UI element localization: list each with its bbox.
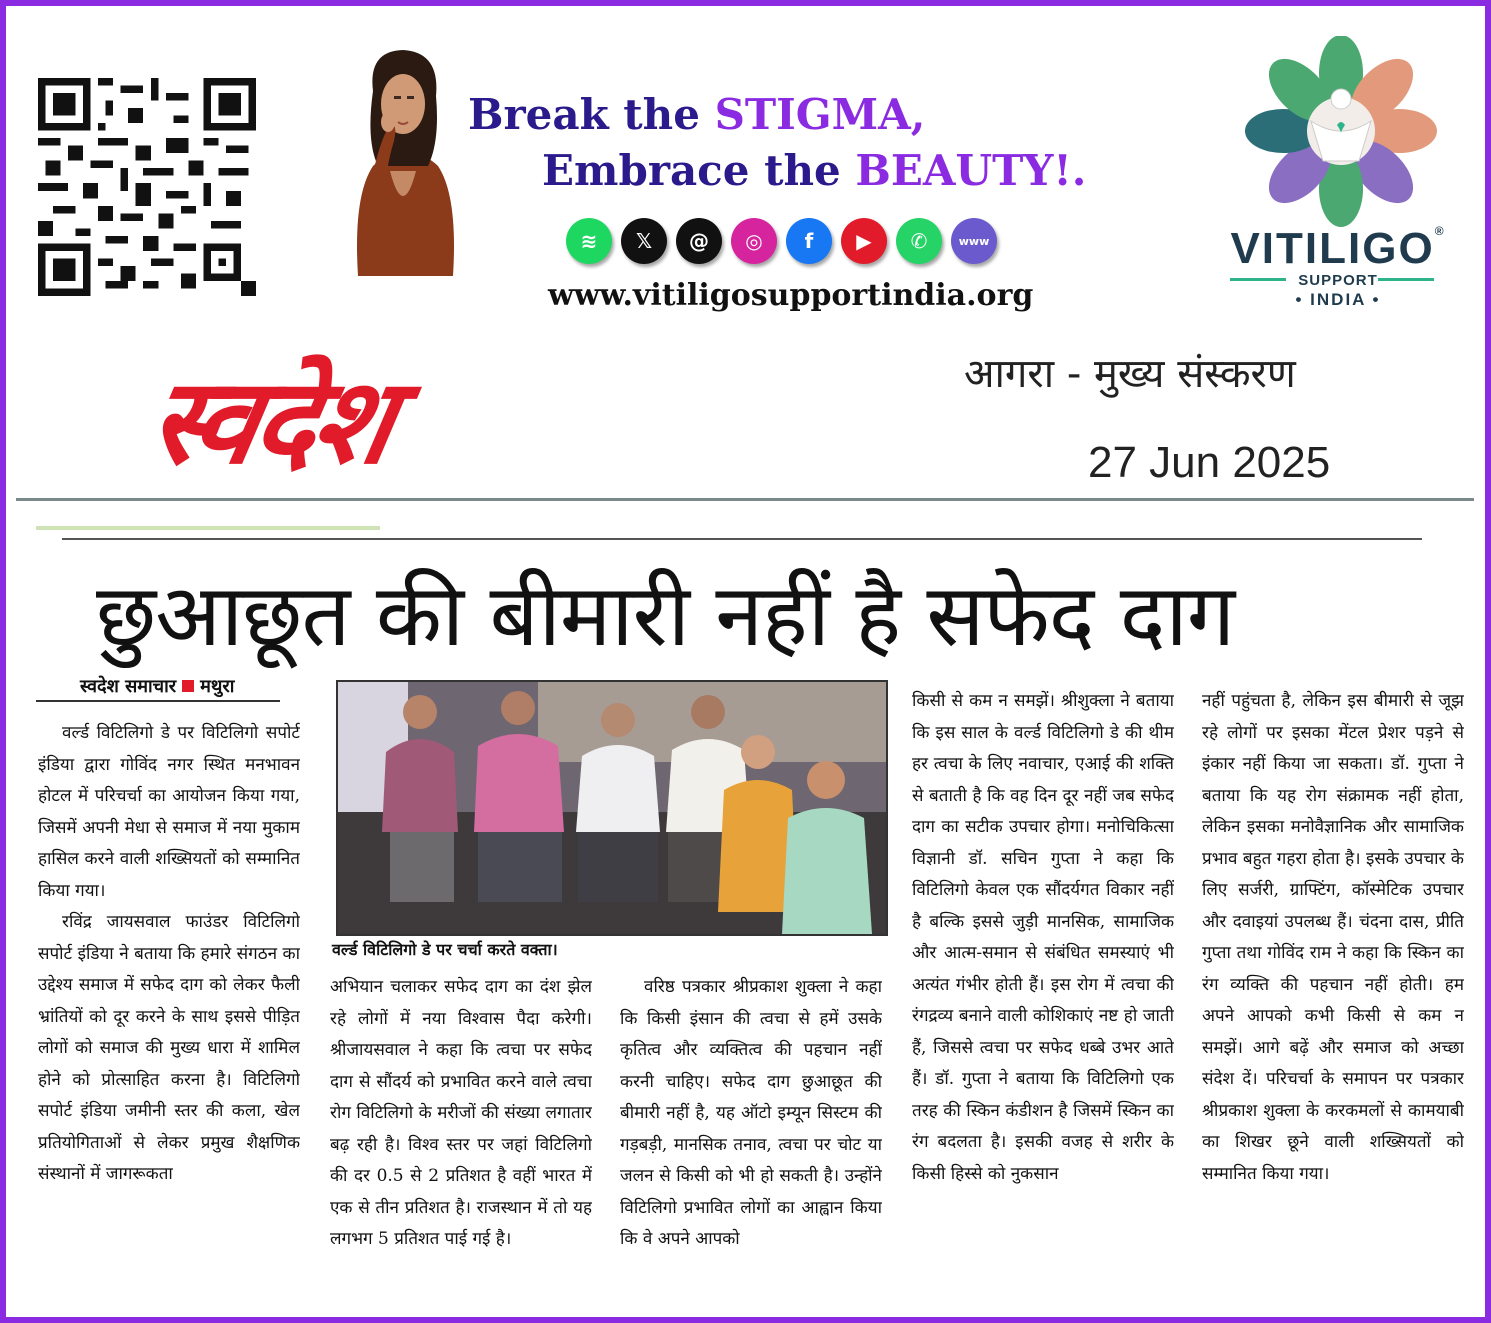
column-1-paragraph-1: वर्ल्ड विटिलिगो डे पर विटिलिगो सपोर्ट इंडिया द्वारा गोविंद नगर स्थित मनभावन होटल में परिचर्चा का आयोजन किया गया, जिसमें अपनी मेधा से समाज में नया मुकाम हासिल करने वाली शख्सियतों को सम्मानित किया गया। [38, 723, 300, 901]
article-column-4 [912, 686, 1174, 1316]
tagline-line2: Embrace the BEAUTY!. [542, 146, 1087, 195]
byline: स्वदेश समाचार मथुरा [80, 676, 235, 697]
logo-name: VITILIGO® [1230, 224, 1446, 273]
article-photo [336, 680, 888, 936]
newspaper-masthead: स्वदेश [139, 352, 402, 490]
byline-rule [36, 700, 280, 702]
tagline-line1: Break the STIGMA, [468, 90, 926, 139]
article-headline: छुआछूत की बीमारी नहीं है सफेद दाग [96, 566, 1235, 666]
column-2-text: अभियान चलाकर सफेद दाग का दंश झेल रहे लोगों में नया विश्वास पैदा करेगी। श्रीजायसवाल ने कहा कि त्वचा पर सफेद दाग से सौंदर्य को प्रभावित करने वाले त्वचा रोग विटिलिगो के मरीजों की संख्या लगातार बढ़ रही है। विश्व स्तर पर जहां विटिलिगो की दर 0.5 से 2 प्रतिशत है वहीं भारत में एक से तीन प्रतिशत है। राजस्थान में तो यह लगभग 5 प्रतिशत पाई गई है। [330, 977, 592, 1249]
social-icons-row [566, 218, 997, 264]
article-column-5 [1202, 686, 1464, 1316]
x-twitter-icon[interactable]: 𝕏 [621, 218, 667, 264]
article-column-2 [330, 972, 592, 1317]
news-clipping [6, 6, 1485, 1317]
column-3-text: वरिष्ठ पत्रकार श्रीप्रकाश शुक्ला ने कहा कि किसी इंसान की त्वचा से हमें उसके कृतित्व और व्यक्तित्व की पहचान नहीं करनी चाहिए। सफेद दाग छुआछूत की बीमारी नहीं है, यह ऑटो इम्यून सिस्टम की गड़बड़ी, मानसिक तनाव, त्वचा पर चोट या जलन से किसी को भी हो सकती है। उन्होंने विटिलिगो प्रभावित लोगों का आह्वान किया कि वे अपने आपको [620, 977, 882, 1249]
logo-sub2: • INDIA • [1295, 290, 1381, 309]
headline-rule [62, 538, 1422, 540]
article-column-3 [620, 972, 882, 1317]
whatsapp-icon[interactable]: ✆ [896, 218, 942, 264]
accent-rule [36, 526, 380, 530]
qr-code[interactable] [38, 78, 256, 296]
photo-caption: वर्ल्ड विटिलिगो डे पर चर्चा करते वक्ता। [332, 940, 558, 959]
logo-sub1: SUPPORT [1298, 272, 1378, 289]
youtube-icon[interactable]: ▶ [841, 218, 887, 264]
facebook-icon[interactable]: f [786, 218, 832, 264]
instagram-icon[interactable]: ◎ [731, 218, 777, 264]
edition-label: आगरा - मुख्य संस्करण [964, 351, 1296, 397]
publication-date: 27 Jun 2025 [1088, 438, 1331, 487]
article-column-1 [38, 718, 300, 1317]
website-globe-icon[interactable]: www [951, 218, 997, 264]
column-1-paragraph-2: रविंद्र जायसवाल फाउंडर विटिलिगो सपोर्ट इंडिया ने बताया कि हमारे संगठन का उद्देश्य समाज में सफेद दाग को लेकर फैली भ्रांतियों को दूर करने के साथ इससे पीड़ित लोगों को समाज की मुख्य धारा में शामिल होने को प्रोत्साहित करना है। विटिलिगो सपोर्ट इंडिया जमीनी स्तर की कला, खेल प्रतियोगिताओं से लेकर प्रमुख शैक्षणिक संस्थानों में जागरूकता [38, 912, 300, 1184]
column-5-text: नहीं पहुंचता है, लेकिन इस बीमारी से जूझ रहे लोगों पर इसका मेंटल प्रेशर पड़ने से इंकार नहीं किया जा सकता। डॉ. गुप्ता ने बताया कि यह रोग संक्रामक नहीं होता, लेकिन इसका मनोवैज्ञानिक और सामाजिक प्रभाव बहुत गहरा होता है। इसके उपचार के लिए सर्जरी, ग्राफ्टिंग, कॉस्मेटिक उपचार और दवाइयां उपलब्ध हैं। चंदना दास, प्रीति गुप्ता तथा गोविंद राम ने कहा कि स्किन का रंग व्यक्ति की पहचान नहीं होती। हम अपने आपको कभी किसी से कम न समझें। आगे बढ़ें और समाज को अच्छा संदेश दें। परिचर्चा के समापन पर पत्रकार श्रीप्रकाश शुक्ला के करकमलों से कामयाबी का शिखर छूने वाली शख्सियतों को सम्मानित किया गया। [1202, 691, 1464, 1184]
column-4-text: किसी से कम न समझें। श्रीशुक्ला ने बताया कि इस साल के वर्ल्ड विटिलिगो डे की थीम हर त्वचा के लिए नवाचार, एआई की शक्ति से बताती है कि वह दिन दूर नहीं जब सफेद दाग का सटीक उपचार होगा। मनोचिकित्सा विज्ञानी डॉ. सचिन गुप्ता ने कहा कि विटिलिगो केवल एक सौंदर्यगत विकार नहीं है बल्कि इससे जुड़ी मानसिक, सामाजिक और आत्म-समान से संबंधित समस्याएं भी अत्यंत गंभीर होती हैं। इस रोग में त्वचा की रंगद्रव्य बनाने वाली कोशिकाएं नष्ट हो जाती हैं, जिससे त्वचा पर सफेद धब्बे उभर आते हैं। डॉ. गुप्ता ने बताया कि विटिलिगो एक तरह की स्किन कंडीशन है जिसमें स्किन का रंग बदलता है। इसकी वजह से शरीर के किसी हिस्से को नुकसान [912, 691, 1174, 1184]
woman-portrait-image [328, 46, 478, 276]
threads-icon[interactable]: @ [676, 218, 722, 264]
spotify-icon[interactable]: ≋ [566, 218, 612, 264]
website-link[interactable]: www.vitiligosupportindia.org [548, 278, 1034, 313]
header-rule [16, 498, 1474, 501]
